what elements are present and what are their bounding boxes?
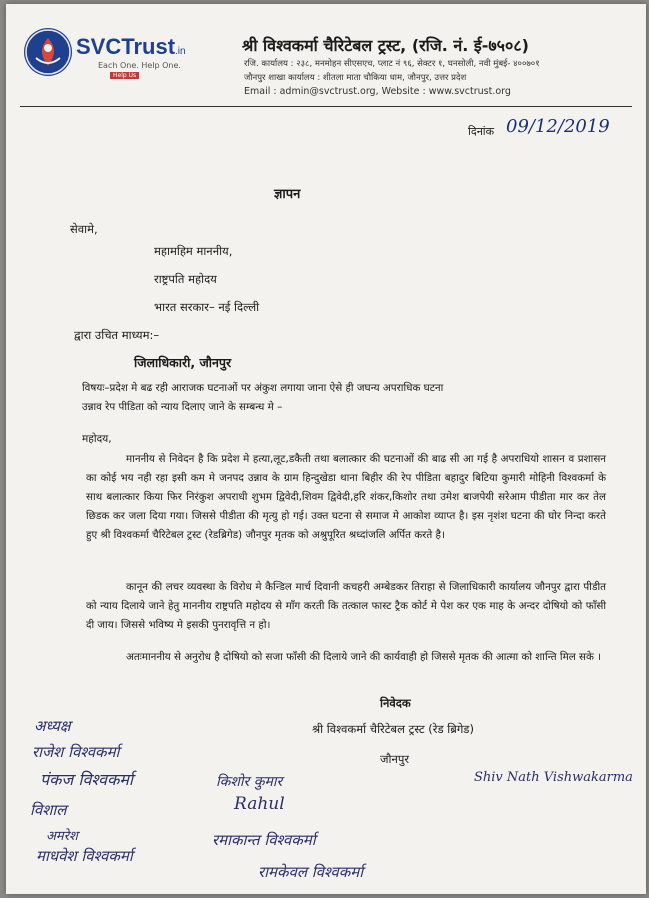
contact-line: Email : admin@svctrust.org, Website : www.svctrust.org xyxy=(244,86,511,97)
signature-kishore: किशोर कुमार xyxy=(216,774,283,790)
signature-ramakant: रमाकान्त विश्वकर्मा xyxy=(212,831,316,849)
signature-shivnath: Shiv Nath Vishwakarma xyxy=(474,770,633,785)
signature-adhyaksh: अध्यक्ष xyxy=(34,717,71,735)
header-divider xyxy=(20,106,632,107)
signature-rahul: Rahul xyxy=(234,794,285,814)
logo-tagline: Each One. Help One. xyxy=(98,61,181,70)
svc-trust-logo-icon xyxy=(24,28,72,76)
date-label: दिनांक xyxy=(468,125,495,138)
subject-line-1: विषयः–प्रदेश मे बढ रही आराजक घटनाओं पर अंकुश लगाया जाना ऐसे ही जघन्य अपराधिक घटना xyxy=(82,382,444,394)
signature-pankaj: पंकज विश्वकर्मा xyxy=(40,770,134,789)
via-officer: जिलाधिकारी, जौनपुर xyxy=(134,355,232,370)
recipient-line-3: भारत सरकार– नई दिल्ली xyxy=(154,300,260,314)
recipient-line-2: राष्ट्रपति महोदय xyxy=(154,272,217,286)
signature-rajesh: राजेश विश्वकर्मा xyxy=(32,743,120,761)
signature-vishal: विशाल xyxy=(30,801,67,819)
body-paragraph-3: अतःमाननीय से अनुरोध है दोषियो को सजा फाँसी की दिलाये जाने की कार्यवाही हो जिससे मृतक की आत्मा को शान्ति मिल सके । xyxy=(126,651,602,663)
subject-line-2: उन्नाव रेप पीडिता को न्याय दिलाए जाने के सम्बन्ध मे – xyxy=(82,401,283,413)
body-paragraph-1: माननीय से निवेदन है कि प्रदेश मे हत्या,लूट,डकैती तथा बलात्कार की घटनाओं की बाढ सी आ गई है अपराधियो शासन व प्रशासन का कोई भय नही रहा इसी कम मे जनपद उन्नाव के ग्राम हिन्दुखेडा थाना बिहीर की रेप पीडिता बहादुर बिटिया कुमारी मोहिनी विश्वकर्मा के साथ बलात्कार किया फिर निरंकुश अपराधी शुभम द्विवेदी,शिवम द्विवेदी,हरि शंकर,किशोर तथा उमेश बाजपेयी सरेआम पीडीता मार कर तेल छिडक कर जला दिया गया। जिससे पीडीता की मृत्यु हो गई। उक्त घटना से समाज मे आकोश व्याप्त है। इस नृशंश घटना की घोर निन्दा करते हुए श्री विश्वकर्मा चैरिटेबल ट्रस्ट (रेडब्रिगेड) जौनपुर मृतक को अश्रुपूरित श्रध्दांजलि अर्पित करते है। xyxy=(86,453,606,541)
body-paragraph-2: कानून की लचर व्यवस्था के विरोध मे कैन्डिल मार्च दिवानी कचहरी अम्बेडकर तिराहा से जिलाधिकारी कार्यालय जौनपुर द्वारा पीडीत को न्याय दिलाये जाने हेतु माननीय राष्ट्रपति महोदय से माँग करती कि तत्काल फास्ट ट्रैक कोर्ट मे पेश कर एक माह के अन्दर दोषियो को फाँसी दी जाय। जिससे भविष्य मे इसकी पुनरावृत्ति न हो। xyxy=(86,581,606,631)
recipient-line-1: महामहिम माननीय, xyxy=(154,244,233,258)
salutation: सेवामे, xyxy=(70,222,98,236)
address-term: महोदय, xyxy=(82,433,112,445)
branch-address: जौनपुर शाखा कार्यालय : शीतला माता चौकिया धाम, जौनपुर, उत्तर प्रदेश xyxy=(244,73,467,83)
signature-amresh: अमरेश xyxy=(46,829,78,844)
letter-page xyxy=(6,4,646,894)
memo-title: ज्ञापन xyxy=(274,187,301,202)
trust-name: श्री विश्वकर्मा चैरिटेबल ट्रस्ट, (रजि. नं. ई-७५०८) xyxy=(242,36,529,55)
closing-organisation: श्री विश्वकर्मा चैरिटेबल ट्रस्ट (रेड ब्रिगेड) xyxy=(312,722,474,736)
closing-place: जौनपुर xyxy=(380,752,410,766)
signature-madhavesh: माधवेश विश्वकर्मा xyxy=(36,847,133,865)
signature-ramkeval: रामकेवल विश्वकर्मा xyxy=(258,863,364,881)
closing-label: निवेदक xyxy=(380,696,411,710)
logo-badge: Help Us xyxy=(110,72,139,79)
logo-wordmark: SVCTrust.in xyxy=(76,34,186,59)
date-value: 09/12/2019 xyxy=(506,116,610,137)
registered-address: रजि. कार्यालय : २३८, मनमोहन सीएसएच, प्लाट नं ९६, सेक्टर १, घनसोली, नवी मुंबई- ४००७०१ xyxy=(244,59,540,69)
via-label: द्वारा उचित माध्यम:– xyxy=(74,328,160,342)
